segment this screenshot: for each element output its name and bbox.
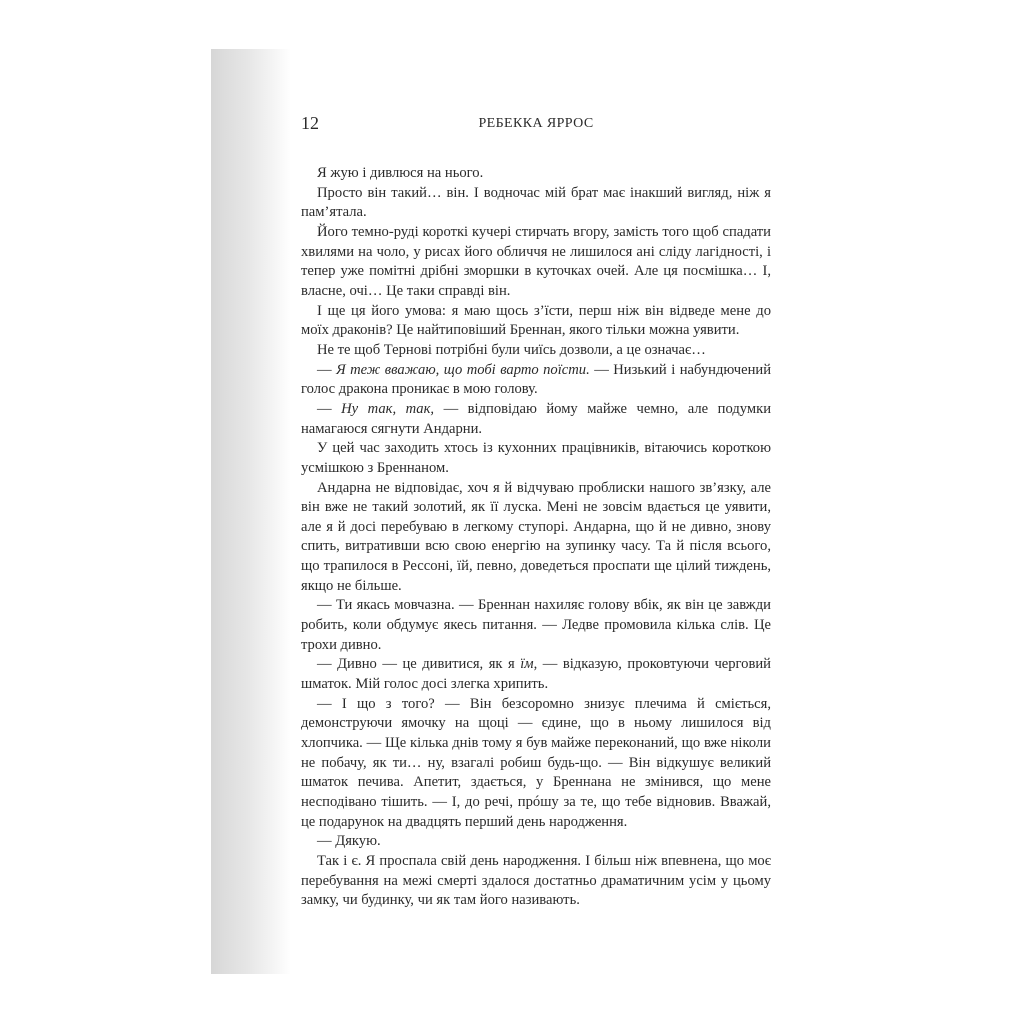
paragraph [301, 479, 771, 597]
text-segment: Не те щоб Тернові потрібні були чиїсь дозволи, а це означає… [317, 341, 706, 358]
paragraph [301, 164, 771, 184]
spine-shadow [211, 49, 291, 974]
italic-speech: їм [520, 656, 534, 673]
text-segment: Його темно-руді короткі кучері стирчать вгору, замість того щоб спадати хвилями на чоло, у рисах його обличчя не лишилося ані сліду лагідності, і тепер уже помітні дрібні зморшки в куточках очей. Але ця посмішка… І, власне, очі… Це таки справді він. [301, 223, 771, 299]
body-text [301, 164, 771, 911]
text-segment: , — відказую, проковтуючи черговий шматок. Мій голос досі злегка хрипить. [301, 656, 771, 693]
text-segment: — Низький і набундючений голос дракона проникає в мою голову. [301, 361, 771, 398]
text-segment: Просто він такий… він. І водночас мій брат має інакший вигляд, ніж я пам’ятала. [301, 184, 771, 221]
running-title: РЕБЕККА ЯРРОС [478, 116, 594, 131]
text-segment: Так і є. Я проспала свій день народження. І більш ніж впевнена, що моє перебування на межі смерті здалося достатньо драматичним усім у цьому замку, чи будинку, чи як там його називають. [301, 852, 771, 909]
paragraph [301, 832, 771, 852]
paragraph [301, 302, 771, 341]
paragraph [301, 695, 771, 833]
paragraph [301, 361, 771, 400]
page-header [301, 113, 771, 137]
paragraph [301, 223, 771, 302]
paragraph [301, 184, 771, 223]
paragraph [301, 400, 771, 439]
text-segment: — [317, 361, 337, 378]
text-segment: І ще ця його умова: я маю щось з’їсти, перш ніж він відведе мене до моїх драконів? Це найтиповіший Бреннан, якого тільки можна уявити. [301, 302, 771, 339]
text-segment: — відповідаю йому майже чемно, але подумки намагаюся сягнути Андарни. [301, 400, 771, 437]
paragraph [301, 852, 771, 911]
page-number: 12 [301, 113, 319, 133]
text-segment: Андарна не відповідає, хоч я й відчуваю проблиски нашого зв’язку, але він вже не такий золотий, як її луска. Мені не зовсім вдається це уявити, але я й досі перебуваю в легкому ступорі. Андарна, що й не дивно, знову спить, витративши всю свою енергію на зупинку часу. Та й після всього, що трапилося в Рессоні, їй, певно, доведеться проспати ще цілий тиждень, якщо не більше. [301, 479, 771, 594]
text-segment: — І що з того? — Він безсоромно знизує плечима й сміється, демонструючи ямочку на щоці — єдине, що в ньому лишилося від хлопчика. — Ще кілька днів тому я був майже переконаний, що вже ніколи не побачу, як ти… ну, взагалі робиш будь-що. — Він відкушує великий шматок печива. Апетит, здається, у Бреннана не змінився, що мене несподівано тішить. — І, до речі, прóшу за те, що тебе відновив. Вважай, це подарунок на двадцять перший день народження. [301, 695, 771, 830]
text-segment: У цей час заходить хтось із кухонних працівників, вітаючись короткою усмішкою з Бреннаном. [301, 440, 771, 476]
text-segment: — Дивно — це дивитися, як я [317, 656, 521, 673]
paragraph [301, 341, 771, 361]
text-segment: Я жую і дивлюся на нього. [317, 165, 484, 181]
italic-speech: Я теж вважаю, що тобі варто поїсти. [336, 361, 590, 378]
text-segment: — Ти якась мовчазна. — Бреннан нахиляє голову вбік, як він це завжди робить, коли обдумує якесь питання. — Ледве промовила кілька слів. Це трохи дивно. [301, 597, 771, 653]
paragraph [301, 596, 771, 655]
book-page [211, 49, 812, 974]
text-segment: — Дякую. [317, 833, 381, 850]
paragraph [301, 655, 771, 694]
italic-speech: Ну так, так, [341, 400, 435, 417]
paragraph [301, 439, 771, 478]
text-segment: — [317, 400, 342, 417]
